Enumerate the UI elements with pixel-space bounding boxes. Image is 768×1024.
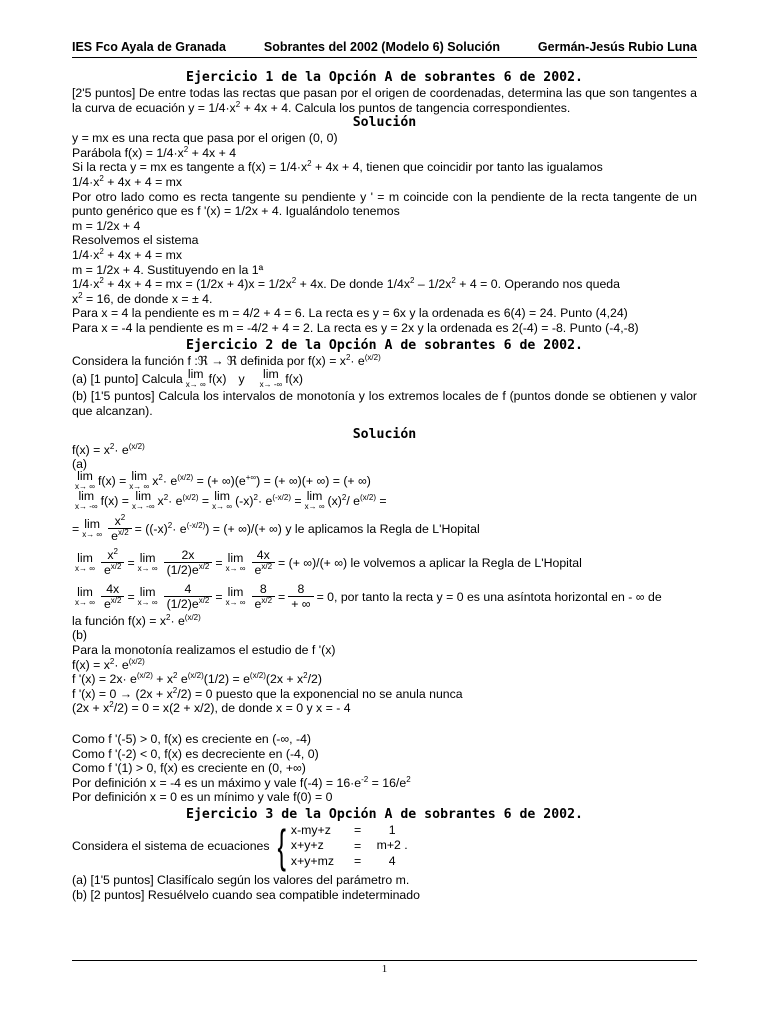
header-subject: Sobrantes del 2002 (Modelo 6) Solución — [263, 40, 501, 54]
text-line: f '$(x) = 0 \to (2x + x^2/2) = 0$ puesto que la exponencial no se anula nunca — [72, 685, 463, 701]
page-footer — [72, 960, 697, 975]
limit-line-1: lim x→ ∞ f(x) = lim x→ ∞ $x^2\cdot e^{(x/2)}$ = (+ ∞)(e+∞) = (+ ∞)(+ ∞) = (+ ∞) — [75, 469, 371, 492]
text-line: $x^2 = 16$, de donde x = ± 4. — [72, 290, 213, 306]
text-line: $1/4\cdot x^2 + 4x + 4$ = mx — [72, 173, 183, 189]
limit-line-4: lim x→ ∞ $\frac{x^2}{e^{x/2}}$ = lim x→ ∞ $\frac{2x}{(1/2)e^{x/2}}$ = lim x→ ∞ $\frac{4x}{e^{x/2}}$ = (+ ∞)/(+ ∞) le volvemos a aplicar la Regla de L'Hopital — [75, 546, 582, 577]
text-line: Como f '(1) > 0, f(x) es creciente en (0, +∞) — [72, 761, 306, 776]
text-line: $f(x) = x^2\cdot e^{(x/2)}$ — [72, 656, 145, 672]
text-line: (a) — [72, 457, 88, 472]
text-line: la función $f(x) = x^2\cdot e^{(x/2)}$ — [72, 612, 201, 628]
text-line: Para la monotonía realizamos el estudio de f '(x) — [72, 642, 336, 657]
exercise-3-title: Ejercicio 3 de la Opción A de sobrantes 6 de 2002. — [186, 806, 583, 822]
text-line: $f(x) = x^2\cdot e^{(x/2)}$ — [72, 441, 145, 457]
text-line: f '$(x) = 2x\cdot e^{(x/2)} + x^2$ $e^{(x/2)}(1/2) = e^{(x/2)}(2x + x^2/2)$ — [72, 671, 322, 687]
limit-line-5: lim x→ ∞ $\frac{4x}{e^{x/2}}$ = lim x→ ∞ $\frac{4}{(1/2)e^{x/2}}$ = lim x→ ∞ $\frac{8}{e^{x/2}}$ = 8 + ∞ = 0, por tanto la recta y = 0 es una asíntota horizontal en - ∞ de — [75, 581, 662, 611]
text-line: Parábola $f(x) = 1/4\cdot x^2 + 4x + 4$ — [72, 144, 237, 160]
text-line: $(2x + x^2/2) = 0 = x(2 + x/2)$, de donde x = 0 y x = - 4 — [72, 700, 351, 716]
text-line: Por definición x = 0 es un mínimo y vale f(0) = 0 — [72, 790, 333, 805]
equation-system — [72, 820, 697, 873]
text-line: Para x = -4 la pendiente es m = -4/2 + 4 = 2. La recta es y = 2x y la ordenada es 2(-4) = -8. Punto (-4,-8) — [72, 320, 639, 335]
text-line: (a) [1'5 puntos] Clasifícalo según los valores del parámetro m. — [72, 873, 410, 888]
text-line: (b) [2 puntos] Resuélvelo cuando sea compatible indeterminado — [72, 887, 420, 902]
limit-line-3: = lim x→ ∞ $\frac{x^2}{e^{x/2}}$ = $((-x)^2\cdot e^{(-x/2)})$ = (+ ∞)/(+ ∞) y le aplicamos la Regla de L'Hopital — [72, 512, 480, 543]
text-line: Como f '(-2) < 0, f(x) es decreciente en (-4, 0) — [72, 746, 319, 761]
exercise-1-statement: [2'5 puntos] De entre todas las rectas que pasan por el origen de coordenadas, determina las que son tangentes a la curva de ecuación $y = 1/4\cdot x^2 + 4x + 4$. Calcula los puntos de tangencia correspondientes. — [72, 86, 697, 115]
text-line: Si la recta y = mx es tangente a $f(x) = 1/4\cdot x^2 + 4x + 4$, tienen que coincidir por tanto las igualamos — [72, 159, 603, 175]
text-line: Como f '(-5) > 0, f(x) es creciente en (-∞, -4) — [72, 731, 312, 746]
text-line: Considera la función f :ℜ → ℜ definida por $f(x) = x^2\cdot e^{(x/2)}$ — [72, 352, 381, 368]
header-school: IES Fco Ayala de Granada — [72, 40, 226, 54]
exercise-2-solution-heading: Solución — [352, 426, 417, 442]
equation-row: x+y+mz = 4 — [290, 853, 396, 869]
text-line: $1/4\cdot x^2 + 4x + 4$ = mx — [72, 246, 183, 262]
text-line: (b) — [72, 628, 88, 643]
text-paragraph: (b) [1'5 puntos] Calcula los intervalos de monotonía y los extremos locales de f (puntos donde se obtienen y valor que alcanzan). — [72, 389, 697, 418]
system-intro: Considera el sistema de ecuaciones — [72, 839, 270, 854]
text-line: Por definición x = -4 es un máximo y vale $f(-4) = 16\cdot e^{-2} = 16/e^2$ — [72, 774, 411, 790]
exercise-1-title: Ejercicio 1 de la Opción A de sobrantes 6 de 2002. — [186, 70, 583, 85]
page-content — [72, 40, 697, 903]
text-paragraph: Por otro lado como es recta tangente su pendiente y ' = m coincide con la pendiente de la recta tangente de un punto genérico que es f '(x) = 1/2x + 4. Igualándolo tenemos — [72, 189, 697, 219]
page-header — [72, 40, 697, 58]
exercise-2-title: Ejercicio 2 de la Opción A de sobrantes 6 de 2002. — [186, 337, 583, 353]
equation-table — [291, 823, 415, 870]
equation-row: x-my+z = 1 — [290, 822, 396, 838]
text-line: y = mx es una recta que pasa por el origen (0, 0) — [72, 131, 338, 146]
limit-line-2: lim x→ -∞ f(x) = lim x→ -∞ $x^2\cdot e^{(x/2)}$ = lim x→ ∞ $(-x)^2\cdot e^{(-x/2)}$ = lim x→ ∞ $(x)^2/$ $e^{(x/2)}$ = — [75, 489, 387, 512]
limits-question: (a) [1 punto] Calcula lim x→ ∞ f(x) y lim x→ -∞ f(x) — [72, 367, 303, 390]
text-line: m = 1/2x + 4 — [72, 218, 141, 233]
text-line: Resolvemos el sistema — [72, 233, 199, 248]
text-line: $1/4\cdot x^2 + 4x + 4$ = mx = $(1/2x + 4)x = 1/2x^2 + 4x$. De donde $1/4x^2 - 1/2x^2 + 4 = 0$. Operando nos queda — [72, 276, 620, 292]
text-line: Para x = 4 la pendiente es m = 4/2 + 4 = 6. La recta es y = 6x y la ordenada es 6(4) = 24. Punto (4,24) — [72, 306, 628, 321]
header-author: Germán-Jesús Rubio Luna — [537, 40, 697, 54]
page-number: 1 — [381, 963, 388, 975]
brace-symbol: { — [277, 820, 286, 873]
text-line: m = 1/2x + 4. Sustituyendo en la 1ª — [72, 262, 264, 277]
equation-row: x+y+z = m+2 . — [290, 838, 408, 853]
exercise-1-solution-heading: Solución — [352, 115, 417, 131]
